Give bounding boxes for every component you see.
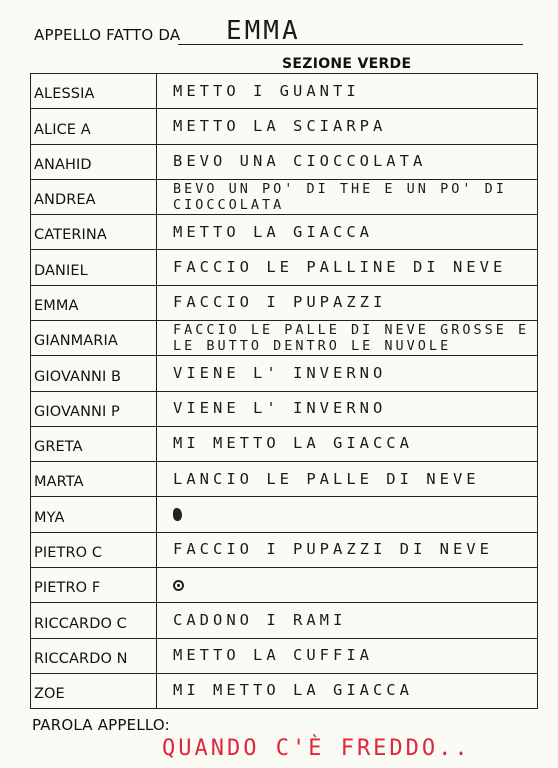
student-name: RICCARDO N bbox=[31, 639, 157, 673]
table-row bbox=[31, 532, 537, 567]
student-action: FACCIO I PUPAZZI bbox=[173, 293, 387, 312]
table-row bbox=[31, 320, 537, 355]
student-action: BEVO UNA CIOCCOLATA bbox=[173, 152, 427, 171]
table-row bbox=[31, 673, 537, 708]
table-row bbox=[31, 285, 537, 320]
student-name: GIOVANNI P bbox=[31, 392, 157, 426]
table-row bbox=[31, 391, 537, 426]
student-action: FACCIO I PUPAZZI DI NEVE bbox=[173, 540, 493, 559]
student-action: FACCIO LE PALLINE DI NEVE bbox=[173, 258, 507, 277]
table-row bbox=[31, 602, 537, 637]
student-action: CADONO I RAMI bbox=[173, 610, 347, 629]
student-action: METTO I GUANTI bbox=[173, 81, 360, 100]
table-row bbox=[31, 638, 537, 673]
table-row bbox=[31, 461, 537, 496]
table-row bbox=[31, 249, 537, 284]
student-action: BEVO UN PO' DI THE E UN PO' DI CIOCCOLATA bbox=[173, 180, 507, 213]
student-action: LANCIO LE PALLE DI NEVE bbox=[173, 469, 480, 488]
scribble-mark bbox=[173, 508, 182, 521]
student-action: MI METTO LA GIACCA bbox=[173, 434, 413, 453]
student-action: METTO LA GIACCA bbox=[173, 222, 373, 241]
table-row bbox=[31, 426, 537, 461]
student-name: GIOVANNI B bbox=[31, 356, 157, 390]
student-action bbox=[157, 497, 537, 531]
student-name: ANDREA bbox=[31, 180, 157, 214]
student-name: EMMA bbox=[31, 286, 157, 320]
student-name: MYA bbox=[31, 497, 157, 531]
student-name: GRETA bbox=[31, 427, 157, 461]
student-action: MI METTO LA GIACCA bbox=[173, 681, 413, 700]
student-name: GIANMARIA bbox=[31, 321, 157, 355]
table-row bbox=[31, 74, 537, 108]
student-action bbox=[157, 568, 537, 602]
student-name: MARTA bbox=[31, 462, 157, 496]
table-row bbox=[31, 214, 537, 249]
table-row bbox=[31, 108, 537, 143]
student-name: ALICE A bbox=[31, 109, 157, 143]
student-name: RICCARDO C bbox=[31, 603, 157, 637]
table-row bbox=[31, 496, 537, 531]
table-row bbox=[31, 567, 537, 602]
student-action: METTO LA CUFFIA bbox=[173, 646, 373, 665]
student-name: PIETRO C bbox=[31, 533, 157, 567]
table-row bbox=[31, 144, 537, 179]
roster-table bbox=[30, 73, 538, 709]
section-title: SEZIONE VERDE bbox=[282, 56, 412, 72]
scribble-mark bbox=[173, 580, 184, 591]
student-name: ALESSIA bbox=[31, 74, 157, 108]
student-action: FACCIO LE PALLE DI NEVE GROSSE E LE BUTTO DENTRO LE NUVOLE bbox=[173, 322, 530, 355]
student-name: ZOE bbox=[31, 674, 157, 708]
student-action: VIENE L' INVERNO bbox=[173, 363, 387, 382]
header-label: APPELLO FATTO DA bbox=[34, 26, 181, 44]
student-action: VIENE L' INVERNO bbox=[173, 399, 387, 418]
student-action: METTO LA SCIARPA bbox=[173, 116, 387, 135]
table-row bbox=[31, 355, 537, 390]
student-name: DANIEL bbox=[31, 250, 157, 284]
student-name: PIETRO F bbox=[31, 568, 157, 602]
student-name: ANAHID bbox=[31, 145, 157, 179]
password-label: PAROLA APPELLO: bbox=[32, 716, 170, 734]
student-name: CATERINA bbox=[31, 215, 157, 249]
password-answer: QUANDO C'È FREDDO.. bbox=[162, 736, 471, 761]
caller-name: EMMA bbox=[226, 16, 301, 46]
table-row bbox=[31, 179, 537, 214]
